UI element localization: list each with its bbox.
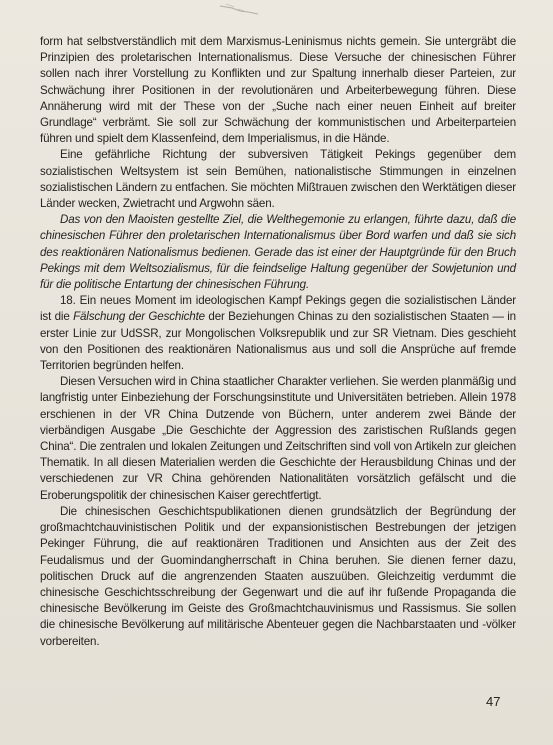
paragraph-6	[40, 504, 516, 650]
page-number: 47	[486, 694, 501, 709]
text-run: Diesen Versuchen wird in China staatlicher Charakter verliehen. Sie werden planmäßig und langfristig unter Einbeziehung der Forschungsinstitute und Universitäten betrieben. Allein 1978 erschienen in der VR China Dutzende von Büchern, unter anderem zwei Bände der vierbändigen Ausgabe „Die Geschichte der Aggression des zaristischen Rußlands gegen China“. Die zentralen und lokalen Zeitungen und Zeitschriften sind voll von Artikeln zur gleichen Thematik. In all diesen Materialien werden die Geschichte der Herausbildung Chinas und der verschiedenen zur VR China gehörenden Nationalitäten vorsätzlich gefälscht und die Eroberungspolitik der chinesischen Kaiser gerechtfertigt.	[40, 375, 516, 502]
text-run: 18. Ein neues Moment im ideologischen Kampf Pekings gegen die sozialistischen Länder ist die	[40, 294, 516, 324]
paragraph-2	[40, 147, 516, 212]
italic-run: Fälschung der Geschichte	[73, 310, 205, 324]
paragraph-5	[40, 374, 516, 504]
italic-run: Das von den Maoisten gestellte Ziel, die Welthegemonie zu erlangen, führte dazu, daß die chinesischen Führer den proletarischen Internationalismus über Bord warfen und daß sie sich des reaktionären Nationalismus bedienen. Gerade das ist einer der Hauptgründe für den Bruch Pekings mit dem Weltsozialismus, für die feindselige Haltung gegenüber der Sowjetunion und für die politische Entartung der chinesischen Führung.	[40, 213, 516, 292]
paragraph-1	[40, 34, 516, 147]
paragraph-4	[40, 293, 516, 374]
text-run: form hat selbstverständlich mit dem Marxismus-Leninismus nichts gemein. Sie untergräbt die Prinzipien des proletarischen Internationalismus. Diese Versuche der chinesischen Führer sollen nach ihrer Vorstellung zu Konflikten und zur Spaltung innerhalb dieser Parteien, zur Schwächung ihrer Positionen in der revolutionären und Arbeiterbewegung führen. Diese Annäherung wird mit der These von der „Suche nach einer neuen Einheit auf breiter Grundlage“ verbrämt. Sie soll zur Schwächung der kommunistischen und Arbeiterparteien führen und spielt dem Klassenfeind, dem Imperialismus, in die Hände.	[40, 35, 516, 146]
text-run: der Beziehungen Chinas zu den sozialistischen Staaten — in erster Linie zur UdSSR, zur Mongolischen Volksrepublik und zur SR Vietnam. Dies geschieht von den Positionen des reaktionären Nationalismus aus und soll die Ansprüche auf fremde Territorien begründen helfen.	[40, 310, 516, 373]
ink-smudge-mark	[218, 2, 260, 16]
text-run: Eine gefährliche Richtung der subversiven Tätigkeit Pekings gegenüber dem sozialistischen Weltsystem ist sein Bemühen, nationalistische Stimmungen in einzelnen sozialistischen Ländern zu entfachen. Sie möchten Mißtrauen zwischen den Werktätigen dieser Länder wecken, Zwietracht und Argwohn säen.	[40, 148, 516, 211]
text-run: Die chinesischen Geschichtspublikationen dienen grundsätzlich der Begründung der großmachtchauvinistischen Politik und der expansionistischen Bestrebungen der jetzigen Pekinger Führung, die auf reaktionären Traditionen und Ansichten aus der Zeit des Feudalismus und der Guomindangherrschaft in China beruhen. Sie dienen ferner dazu, politischen Druck auf die angrenzenden Staaten auszuüben. Gleichzeitig verdummt die chinesische Geschichtsschreibung der Gegenwart und die auf ihr fußende Propaganda die chinesische Bevölkerung im Geiste des Großmachtchauvinismus und Rassismus. Sie sollen die chinesische Bevölkerung auf militärische Abenteuer gegen die Nachbarstaaten und -völker vorbereiten.	[40, 504, 516, 648]
body-text	[40, 34, 516, 650]
paragraph-3-italic	[40, 212, 516, 293]
